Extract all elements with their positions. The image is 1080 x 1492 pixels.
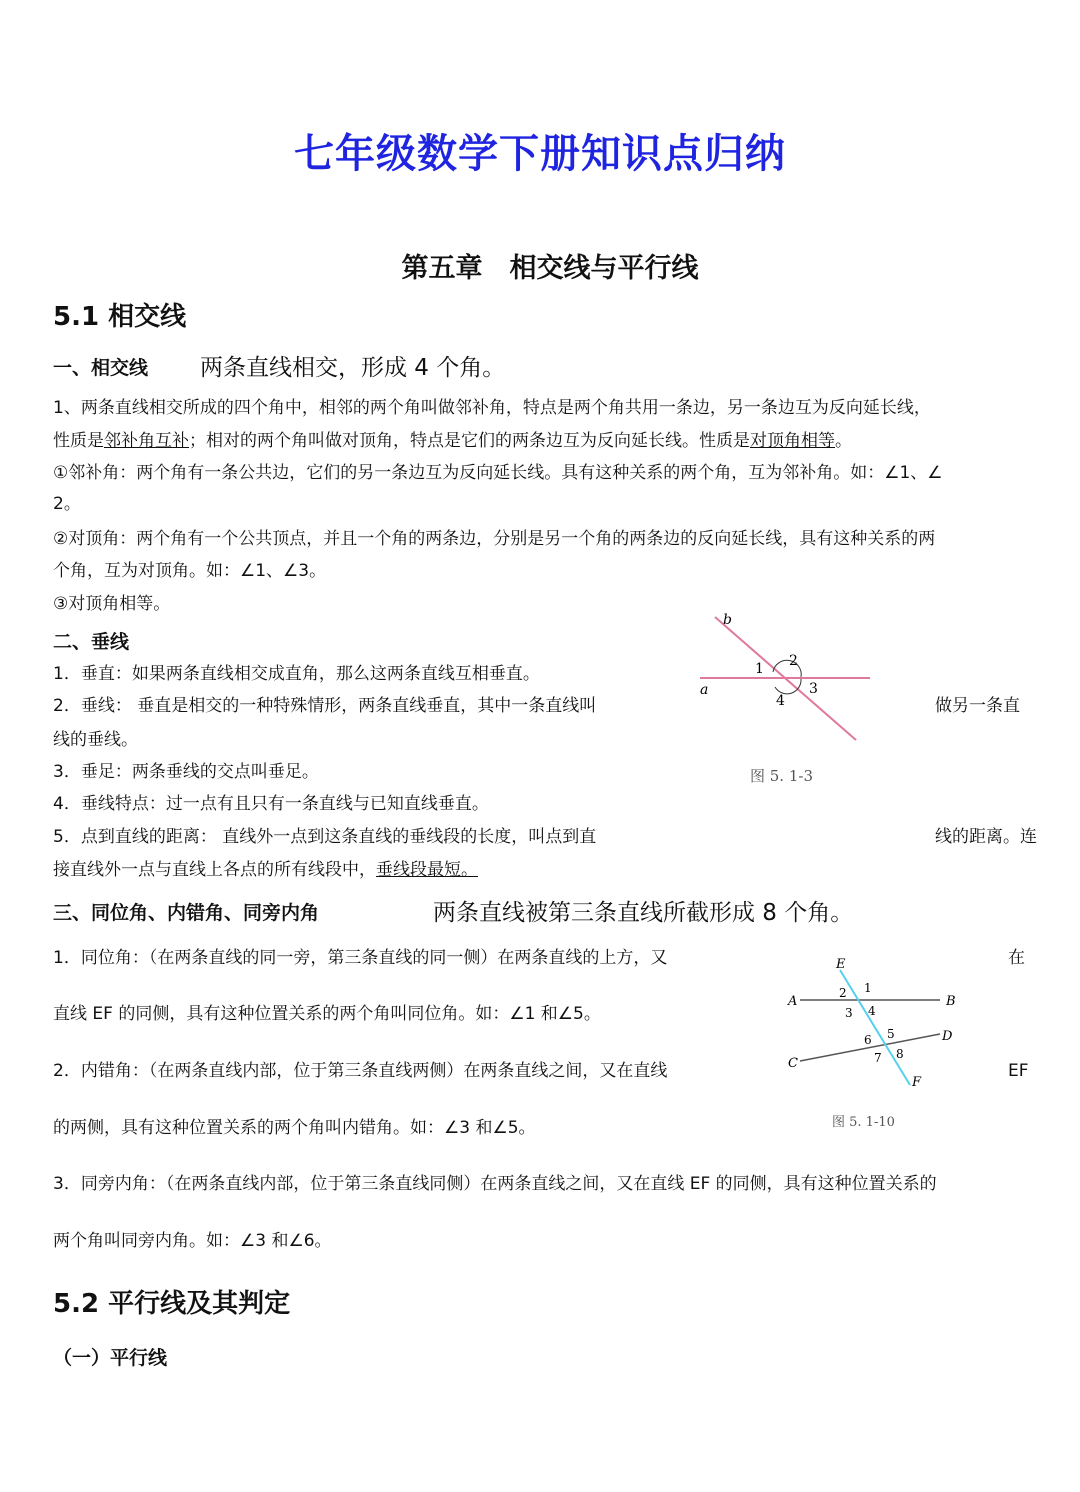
label-angle-5: 5	[887, 1027, 895, 1041]
line-EF	[840, 970, 910, 1085]
perp-item-2-a: 2．垂线： 垂直是相交的一种特殊情形，两条直线垂直，其中一条直线叫	[53, 696, 597, 716]
label-angle-8: 8	[896, 1047, 904, 1061]
label-angle-3: 3	[809, 681, 818, 697]
label-C: C	[788, 1056, 798, 1071]
figure-5-1-10	[780, 950, 970, 1135]
subheading-perpendicular: 二、垂线	[53, 631, 130, 653]
perp-item-4: 4．垂线特点：过一点有且只有一条直线与已知直线垂直。	[53, 794, 489, 814]
intersecting-lines-lead: 两条直线相交，形成 4 个角。	[200, 355, 506, 381]
label-angle-4: 4	[868, 1004, 876, 1018]
subheading-parallel-lines: （一）平行线	[53, 1347, 168, 1369]
vertical-angle-property: 对顶角相等	[750, 431, 835, 451]
label-D: D	[942, 1029, 953, 1044]
para-1-text-c: ；相对的两个角叫做对顶角，特点是它们的两条边互为反向延长线。性质是	[189, 431, 750, 451]
label-angle-3: 3	[845, 1006, 853, 1020]
figure-1-caption: 图 5. 1-3	[750, 767, 814, 785]
angle-item-3-a: 3．同旁内角：（在两条直线内部，位于第三条直线同侧）在两条直线之间，又在直线 EF 的同侧，具有这种位置关系的	[53, 1174, 937, 1194]
perp-item-5-text: 接直线外一点与直线上各点的所有线段中，	[53, 860, 376, 880]
angle-item-2-a: 2．内错角：（在两条直线内部，位于第三条直线两侧）在两条直线之间，又在直线	[53, 1061, 668, 1081]
perp-item-2-b: 做另一条直	[935, 696, 1020, 716]
perp-item-3: 3．垂足：两条垂线的交点叫垂足。	[53, 762, 319, 782]
subheading-angle-types: 三、同位角、内错角、同旁内角	[53, 902, 320, 924]
para-2-line-1: ①邻补角：两个角有一条公共边，它们的另一条边互为反向延长线。具有这种关系的两个角，互为邻补角。如：∠1、∠	[53, 463, 943, 483]
document-title: 七年级数学下册知识点归纳	[294, 131, 786, 177]
label-angle-2: 2	[789, 653, 798, 669]
label-b: b	[723, 612, 732, 628]
perp-item-5-c	[53, 860, 478, 880]
para-2-line-2: 2。	[53, 494, 81, 514]
para-4: ③对顶角相等。	[53, 594, 171, 614]
angle-types-lead: 两条直线被第三条直线所截形成 8 个角。	[433, 900, 854, 926]
label-angle-1: 1	[755, 661, 764, 677]
label-angle-6: 6	[864, 1033, 872, 1047]
para-3-line-1: ②对顶角：两个角有一个公共顶点，并且一个角的两条边，分别是另一个角的两条边的反向延长线，具有这种关系的两	[53, 529, 936, 549]
perp-item-5-b: 线的距离。连	[935, 827, 1037, 847]
angle-item-1-a: 1．同位角：（在两条直线的同一旁，第三条直线的同一侧）在两条直线的上方，又	[53, 948, 668, 968]
angle-item-2-c: 的两侧，具有这种位置关系的两个角叫内错角。如：∠3 和∠5。	[53, 1118, 536, 1138]
perp-item-5-a: 5．点到直线的距离： 直线外一点到这条直线的垂线段的长度，叫点到直	[53, 827, 597, 847]
chapter-heading: 第五章 相交线与平行线	[401, 253, 699, 284]
perp-item-1: 1．垂直：如果两条直线相交成直角，那么这两条直线互相垂直。	[53, 664, 540, 684]
shortest-perpendicular: 垂线段最短。	[376, 860, 478, 880]
section-5-2-heading: 5.2 平行线及其判定	[53, 1289, 291, 1319]
para-1-line-1: 1、两条直线相交所成的四个角中，相邻的两个角叫做邻补角，特点是两个角共用一条边，另一条边互为反向延长线，	[53, 398, 931, 418]
label-angle-1: 1	[864, 981, 872, 995]
para-1-text-a: 性质是	[53, 431, 104, 451]
para-1-text-e: 。	[835, 431, 852, 451]
perp-item-2-c: 线的垂线。	[53, 730, 138, 750]
label-F: F	[912, 1075, 922, 1090]
label-a: a	[700, 682, 709, 698]
para-1-line-2	[53, 431, 852, 451]
figure-2-caption: 图 5. 1-10	[832, 1115, 895, 1130]
angle-item-2-b: EF	[1008, 1061, 1029, 1081]
angle-item-1-c: 直线 EF 的同侧，具有这种位置关系的两个角叫同位角。如：∠1 和∠5。	[53, 1004, 601, 1024]
angle-item-3-b: 两个角叫同旁内角。如：∠3 和∠6。	[53, 1231, 332, 1251]
label-angle-7: 7	[874, 1051, 882, 1065]
subheading-intersecting-lines: 一、相交线	[53, 357, 149, 379]
label-A: A	[788, 994, 798, 1009]
figure-5-1-3	[690, 605, 890, 795]
label-E: E	[836, 957, 846, 972]
label-B: B	[946, 994, 956, 1009]
angle-item-1-b: 在	[1008, 948, 1025, 968]
supplementary-property: 邻补角互补	[104, 431, 189, 451]
label-angle-4: 4	[776, 693, 785, 709]
section-5-1-heading: 5.1 相交线	[53, 302, 187, 332]
para-3-line-2: 个角，互为对顶角。如：∠1、∠3。	[53, 561, 327, 581]
label-angle-2: 2	[839, 986, 847, 1000]
